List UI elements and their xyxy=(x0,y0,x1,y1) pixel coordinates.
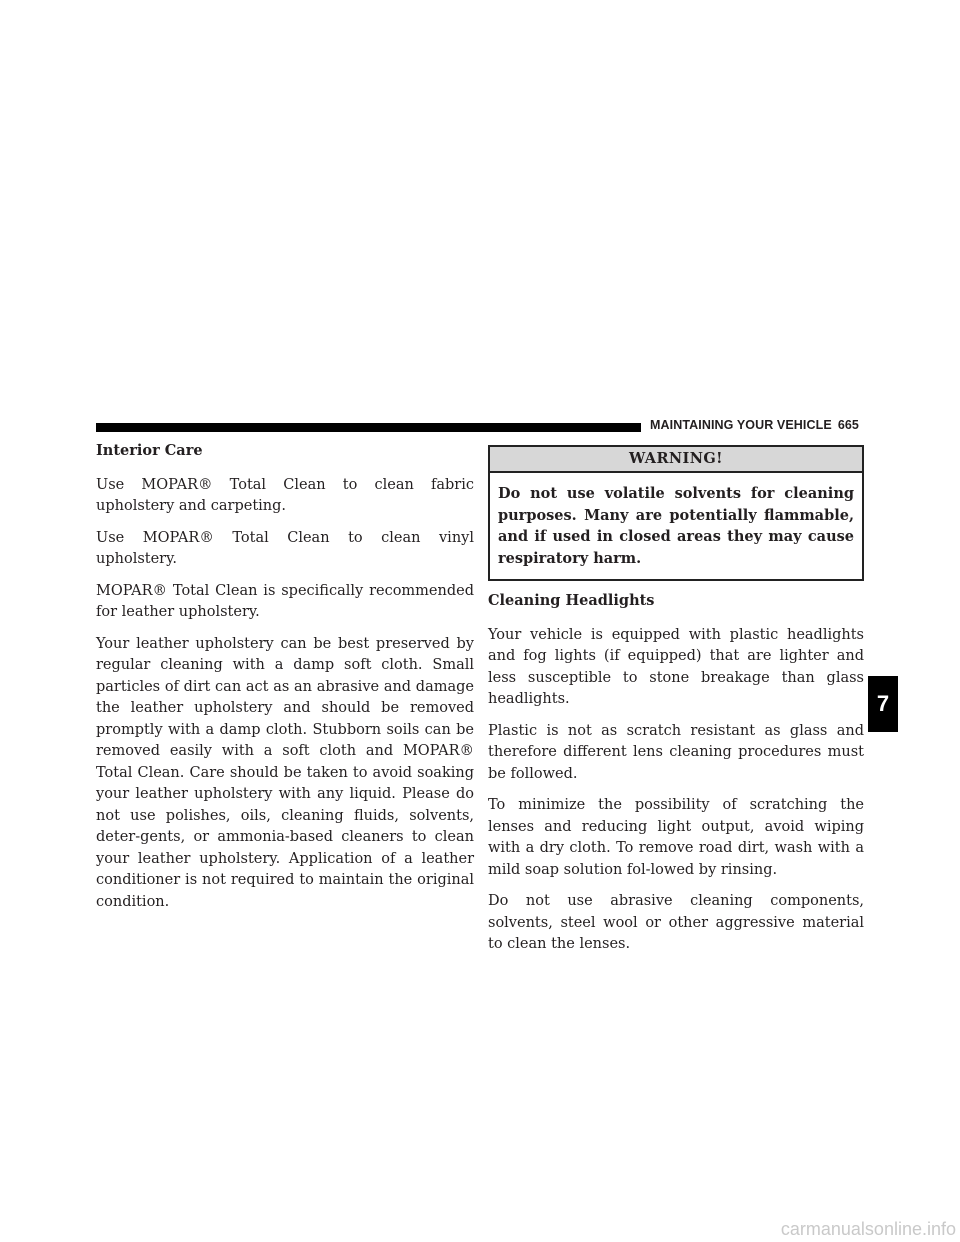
section-title: MAINTAINING YOUR VEHICLE xyxy=(650,418,832,432)
header-rule xyxy=(96,423,641,432)
paragraph: Your vehicle is equipped with plastic headlights and fog lights (if equipped) that are lighter and less susceptible to stone breakage than glass headlights. xyxy=(488,626,864,707)
right-column xyxy=(488,440,864,966)
running-header xyxy=(650,418,866,432)
left-column xyxy=(96,440,474,923)
chapter-tab: 7 xyxy=(868,676,898,732)
paragraph: To minimize the possibility of scratching the lenses and reducing light output, avoid wiping with a dry cloth. To remove road dirt, wash with a mild soap solution fol-lowed by rinsing. xyxy=(488,797,864,878)
warning-title: WARNING! xyxy=(490,447,862,473)
paragraph: Do not use abrasive cleaning components, solvents, steel wool or other aggressive material to clean the lenses. xyxy=(488,893,864,952)
paragraph: Your leather upholstery can be best preserved by regular cleaning with a damp soft cloth. Small particles of dirt can act as an abrasive and damage the leather upholstery and should be removed promptly with a damp cloth. Stubborn soils can be removed easily with a soft cloth and MOPAR® Total Clean. Care should be taken to avoid soaking your leather upholstery with any liquid. Please do not use polishes, oils, cleaning fluids, solvents, deter-gents, or ammonia-based cleaners to clean your leather upholstery. Application of a leather conditioner is not required to maintain the original condition. xyxy=(96,635,474,910)
watermark: carmanualsonline.info xyxy=(780,1219,956,1239)
warning-text: Do not use volatile solvents for cleaning purposes. Many are potentially flammable, and if used in closed areas they may cause respiratory harm. xyxy=(498,485,854,567)
page-number: 665 xyxy=(837,418,859,432)
heading-interior-care: Interior Care xyxy=(96,442,203,459)
paragraph: Use MOPAR® Total Clean to clean fabric upholstery and carpeting. xyxy=(96,476,474,514)
paragraph: Plastic is not as scratch resistant as glass and therefore different lens cleaning procedures must be followed. xyxy=(488,722,864,782)
paragraph: MOPAR® Total Clean is specifically recommended for leather upholstery. xyxy=(96,582,474,620)
warning-box xyxy=(488,445,864,581)
heading-cleaning-headlights: Cleaning Headlights xyxy=(488,592,655,609)
paragraph: Use MOPAR® Total Clean to clean vinyl upholstery. xyxy=(96,529,474,567)
